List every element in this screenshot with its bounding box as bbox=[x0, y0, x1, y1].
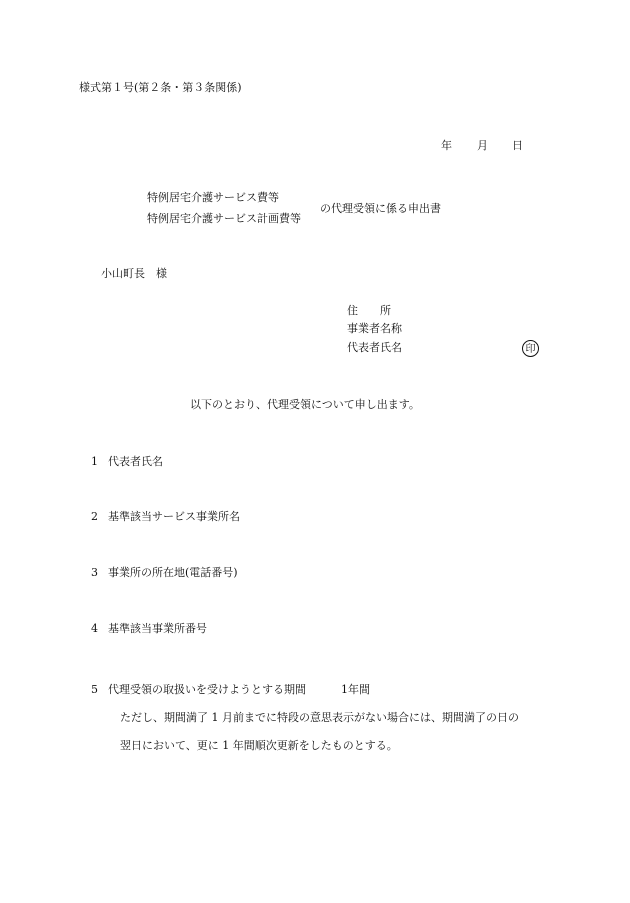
item-number: 4 bbox=[91, 622, 98, 635]
item-label: 事業所の所在地(電話番号) bbox=[108, 566, 238, 579]
form-number-label: 様式第１号(第２条・第３条関係) bbox=[79, 81, 242, 94]
item-label: 代理受領の取扱いを受けようとする期間 bbox=[108, 683, 306, 696]
note-line-1: ただし、期間満了 1 月前までに特段の意思表示がない場合には、期間満了の日の bbox=[120, 711, 519, 724]
date-year-label: 年 bbox=[441, 139, 452, 152]
item-number: 2 bbox=[91, 510, 98, 523]
date-day-label: 日 bbox=[512, 139, 523, 152]
address-label: 住 所 bbox=[347, 304, 391, 317]
item-label: 基準該当事業所番号 bbox=[108, 622, 207, 635]
item-value: 1年間 bbox=[341, 683, 370, 696]
item-number: 3 bbox=[91, 566, 98, 579]
item-number: 5 bbox=[91, 683, 98, 696]
note-line-2: 翌日において、更に 1 年間順次更新をしたものとする。 bbox=[120, 739, 398, 752]
intro-text: 以下のとおり、代理受領について申し出ます。 bbox=[190, 398, 420, 411]
item-label: 代表者氏名 bbox=[108, 455, 163, 468]
title-line-2: 特例居宅介護サービス計画費等 bbox=[147, 212, 301, 225]
business-name-label: 事業者名称 bbox=[347, 322, 402, 335]
addressee: 小山町長 様 bbox=[101, 267, 167, 280]
representative-name-label: 代表者氏名 bbox=[347, 341, 402, 354]
item-label: 基準該当サービス事業所名 bbox=[108, 510, 240, 523]
seal-mark: 印 bbox=[522, 340, 539, 357]
title-line-1: 特例居宅介護サービス費等 bbox=[147, 191, 279, 204]
title-suffix: の代理受領に係る申出書 bbox=[320, 202, 441, 215]
item-number: 1 bbox=[91, 455, 98, 468]
date-month-label: 月 bbox=[477, 139, 488, 152]
